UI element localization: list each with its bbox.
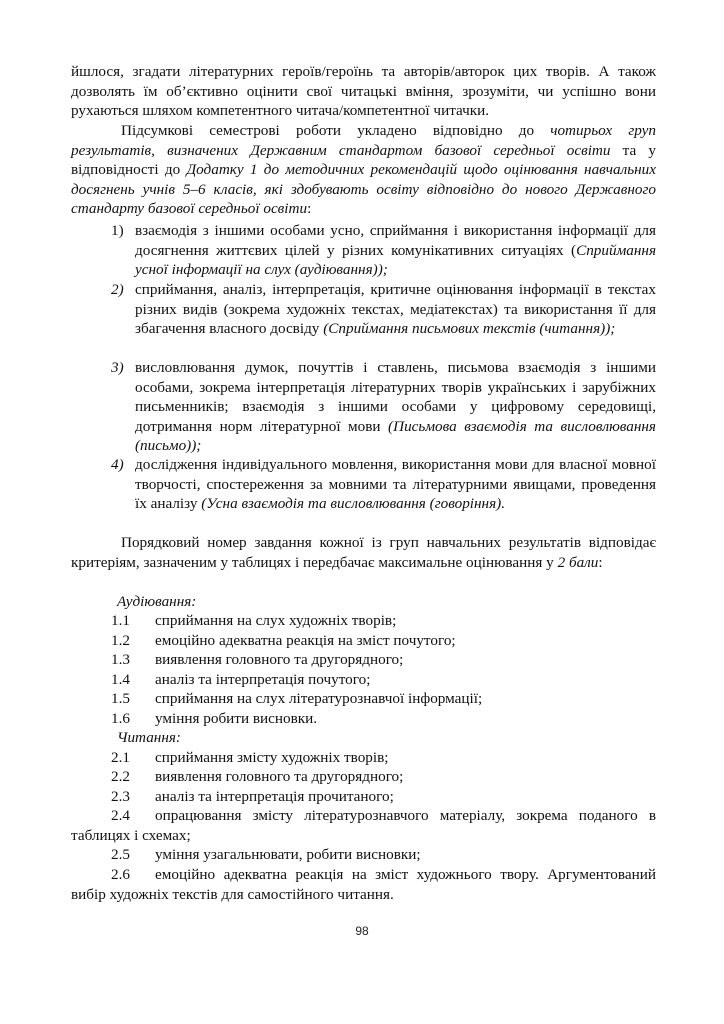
criteria-text: сприймання змісту художніх творів; xyxy=(155,749,389,766)
criteria-number: 2.3 xyxy=(111,788,130,805)
criteria-number: 1.2 xyxy=(111,632,130,649)
criteria-number: 1.6 xyxy=(111,710,130,727)
criteria-text: сприймання на слух художніх творів; xyxy=(155,612,397,629)
criteria-number: 1.3 xyxy=(111,651,130,668)
para2-italic-d: Додатку 1 до методичних рекомендацій щодо оцінювання навчальних досягнень учнів 5–6 класів, які здобувають освіту відповідно до нового Державного стандарту базової середньої освіти xyxy=(71,161,656,217)
criteria-number: 2.5 xyxy=(111,846,130,863)
criteria-text: опрацювання змісту літературознавчого матеріалу, зокрема поданого в таблицях і схемах; xyxy=(71,807,656,844)
criteria-text: уміння робити висновки. xyxy=(155,710,318,727)
criteria-text: емоційно адекватна реакція на зміст почутого; xyxy=(155,632,456,649)
criteria-text: уміння узагальнювати, робити висновки; xyxy=(155,846,421,863)
criteria-text: сприймання на слух літературознавчої інформації; xyxy=(155,690,483,707)
criteria-number: 1.1 xyxy=(111,612,130,629)
group-number: 2) xyxy=(111,281,124,298)
para2-text-a: Підсумкові семестрові роботи укладено відповідно до xyxy=(121,122,551,139)
para3-italic-b: 2 бали xyxy=(557,553,599,571)
criteria-text: аналіз та інтерпретація почутого; xyxy=(155,671,371,688)
criteria-number: 2.2 xyxy=(111,768,130,785)
group-item-4 xyxy=(71,455,656,514)
group-number: 1) xyxy=(111,222,124,239)
group-tag: (Сприймання письмових текстів (читання)); xyxy=(323,320,616,337)
criteria-row-wide xyxy=(71,865,656,904)
group-tag: (Усна взаємодія та висловлювання (говоріння). xyxy=(201,495,506,512)
intro-paragraph xyxy=(71,62,656,121)
intro-text: йшлося, згадати літературних героїв/героїнь та авторів/авторок цих творів. А також дозволять їм об’єктивно оцінити свої читацькі вміння, зрозуміти, чи успішно вони рухаються шляхом компетентного читача/компетентної читачки. xyxy=(71,63,656,119)
criteria-number: 2.6 xyxy=(111,866,130,883)
para3-text-a: Порядковий номер завдання кожної із груп навчальних результатів відповідає критеріям, зазначеним у таблицях і передбачає максимальне оцінювання у xyxy=(71,534,656,571)
criteria-row-wide xyxy=(71,806,656,845)
group-item-2 xyxy=(71,280,656,339)
criteria-text: емоційно адекватна реакція на зміст художнього твору. Аргументований вибір художніх текстів для самостійного читання. xyxy=(71,866,656,903)
criteria-number: 2.4 xyxy=(111,807,130,824)
audiuvannia-heading: Аудіювання: xyxy=(117,593,197,610)
group-text: взаємодія з іншими особами усно, сприймання і використання інформації для досягнення життєвих цілей у різних комунікативних ситуаціях ( xyxy=(135,222,656,259)
criteria-text: аналіз та інтерпретація прочитаного; xyxy=(155,788,394,805)
criteria-paragraph xyxy=(71,533,656,572)
group-text: дослідження індивідуального мовлення, використання мови для власної мовної творчості, спостереження за мовними та літературними явищами, проведення їх аналізу xyxy=(135,456,656,512)
group-text: висловлювання думок, почуттів і ставлень, письмова взаємодія з іншими особами, зокрема інтерпретація літературних творів українських і зарубіжних письменників; взаємодія з іншими особами у цифровому середовищі, дотримання норм літературної мови xyxy=(135,359,656,435)
group-tag: Сприймання усної інформації на слух (аудіювання)); xyxy=(135,241,656,278)
semester-works-paragraph xyxy=(71,121,656,219)
para2-italic-b: чотирьох груп результатів, визначених Державним стандартом базової середньої освіти xyxy=(71,122,656,159)
criteria-number: 1.4 xyxy=(111,671,130,688)
group-item-3 xyxy=(71,358,656,456)
criteria-text: виявлення головного та другорядного; xyxy=(155,768,404,785)
group-item-1 xyxy=(71,221,656,280)
criteria-number: 2.1 xyxy=(111,749,130,766)
group-text: сприймання, аналіз, інтерпретація, критичне оцінювання інформації в текстах різних видів (зокрема художніх текстах, медіатекстах) та використання її для збагачення власного досвіду xyxy=(135,281,656,337)
criteria-text: виявлення головного та другорядного; xyxy=(155,651,404,668)
group-tag: (Письмова взаємодія та висловлювання (письмо)); xyxy=(135,417,656,454)
para2-text-e: : xyxy=(307,200,312,217)
para2-text-c: та у відповідності до xyxy=(71,141,656,178)
para3-text-c: : xyxy=(598,553,603,571)
criteria-number: 1.5 xyxy=(111,690,130,707)
group-number: 3) xyxy=(111,359,124,376)
page-number: 98 xyxy=(355,924,369,938)
chytannia-heading: Читання: xyxy=(117,729,181,746)
group-number: 4) xyxy=(111,456,124,473)
